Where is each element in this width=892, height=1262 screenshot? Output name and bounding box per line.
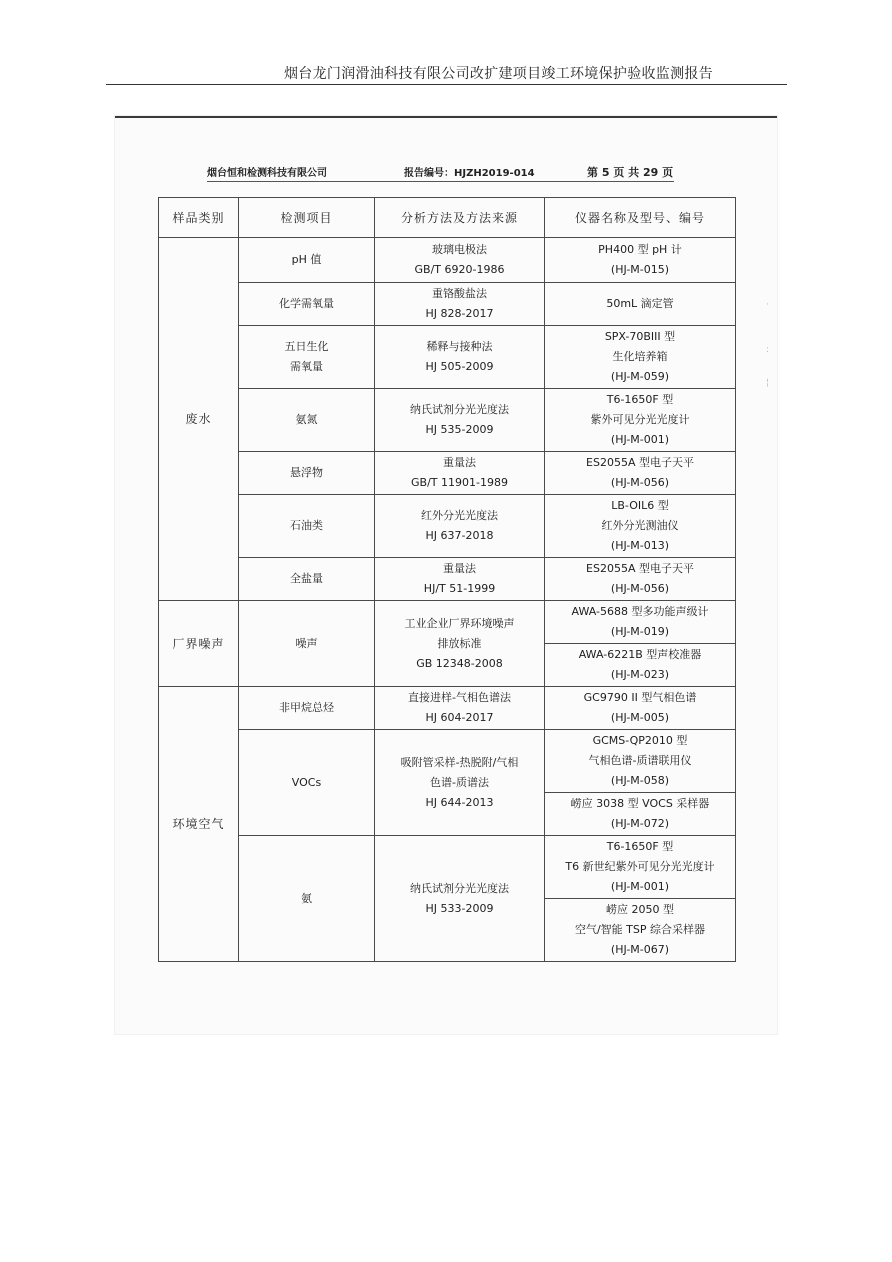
table-row (159, 601, 736, 644)
table-row (159, 730, 736, 793)
instrument-cell: 崂应 2050 型 空气/智能 TSP 综合采样器 (HJ-M-067) (545, 899, 736, 962)
header-test-item: 检测项目 (239, 198, 375, 238)
table-row (159, 687, 736, 730)
instrument-cell: SPX-70BIII 型 生化培养箱 (HJ-M-059) (545, 326, 736, 389)
method-cell: 直接进样-气相色谱法 HJ 604-2017 (375, 687, 545, 730)
test-item: 全盐量 (239, 558, 375, 601)
instrument-cell: T6-1650F 型 紫外可见分光光度计 (HJ-M-001) (545, 389, 736, 452)
document-header: 烟台龙门润滑油科技有限公司改扩建项目竣工环境保护验收监测报告 (284, 66, 713, 82)
table-row (159, 495, 736, 558)
header-instrument: 仪器名称及型号、编号 (545, 198, 736, 238)
testing-company: 烟台恒和检测科技有限公司 (207, 168, 327, 179)
category-noise: 厂界噪声 (159, 601, 239, 687)
method-cell: 重量法 GB/T 11901-1989 (375, 452, 545, 495)
instrument-cell: ES2055A 型电子天平 (HJ-M-056) (545, 452, 736, 495)
method-cell: 玻璃电极法 GB/T 6920-1986 (375, 238, 545, 283)
header-sample-category: 样品类别 (159, 198, 239, 238)
instrument-cell: T6-1650F 型 T6 新世纪紫外可见分光光度计 (HJ-M-001) (545, 836, 736, 899)
test-item: pH 值 (239, 238, 375, 283)
table-row (159, 558, 736, 601)
method-cell: 工业企业厂界环境噪声 排放标准 GB 12348-2008 (375, 601, 545, 687)
instrument-cell: ES2055A 型电子天平 (HJ-M-056) (545, 558, 736, 601)
instrument-cell: 崂应 3038 型 VOCS 采样器 (HJ-M-072) (545, 793, 736, 836)
test-item: VOCs (239, 730, 375, 836)
test-item: 非甲烷总烃 (239, 687, 375, 730)
method-cell: 红外分光光度法 HJ 637-2018 (375, 495, 545, 558)
category-wastewater: 废水 (159, 238, 239, 601)
table-row (159, 452, 736, 495)
test-item: 噪声 (239, 601, 375, 687)
instrument-cell: PH400 型 pH 计 (HJ-M-015) (545, 238, 736, 283)
instrument-cell: LB-OIL6 型 红外分光测油仪 (HJ-M-013) (545, 495, 736, 558)
method-cell: 纳氏试剂分光光度法 HJ 535-2009 (375, 389, 545, 452)
method-cell: 重量法 HJ/T 51-1999 (375, 558, 545, 601)
method-cell: 纳氏试剂分光光度法 HJ 533-2009 (375, 836, 545, 962)
table-header-row (159, 198, 736, 238)
table-row (159, 326, 736, 389)
instrument-cell: AWA-5688 型多功能声级计 (HJ-M-019) (545, 601, 736, 644)
method-cell: 吸附管采样-热脱附/气相 色谱-质谱法 HJ 644-2013 (375, 730, 545, 836)
instrument-cell: GC9790 II 型气相色谱 (HJ-M-005) (545, 687, 736, 730)
header-rule (106, 84, 787, 85)
margin-mark: ¦ (766, 378, 770, 388)
method-cell: 稀释与接种法 HJ 505-2009 (375, 326, 545, 389)
test-item: 五日生化 需氧量 (239, 326, 375, 389)
table-row (159, 836, 736, 899)
table-row (159, 389, 736, 452)
category-air: 环境空气 (159, 687, 239, 962)
page-indicator: 第 5 页 共 29 页 (587, 166, 674, 179)
instrument-cell: AWA-6221B 型声校准器 (HJ-M-023) (545, 644, 736, 687)
method-cell: 重铬酸盐法 HJ 828-2017 (375, 283, 545, 326)
header-method: 分析方法及方法来源 (375, 198, 545, 238)
report-number: 报告编号：HJZH2019-014 (404, 168, 535, 179)
instrument-cell: GCMS-QP2010 型 气相色谱-质谱联用仪 (HJ-M-058) (545, 730, 736, 793)
table-row (159, 283, 736, 326)
margin-mark: · (766, 300, 769, 310)
test-item: 化学需氧量 (239, 283, 375, 326)
test-methods-table (158, 197, 736, 962)
test-item: 氨 (239, 836, 375, 962)
table-row (159, 238, 736, 283)
margin-mark: : (766, 345, 770, 355)
instrument-cell: 50mL 滴定管 (545, 283, 736, 326)
test-item: 悬浮物 (239, 452, 375, 495)
meta-rule (207, 181, 674, 182)
test-item: 氨氮 (239, 389, 375, 452)
test-item: 石油类 (239, 495, 375, 558)
